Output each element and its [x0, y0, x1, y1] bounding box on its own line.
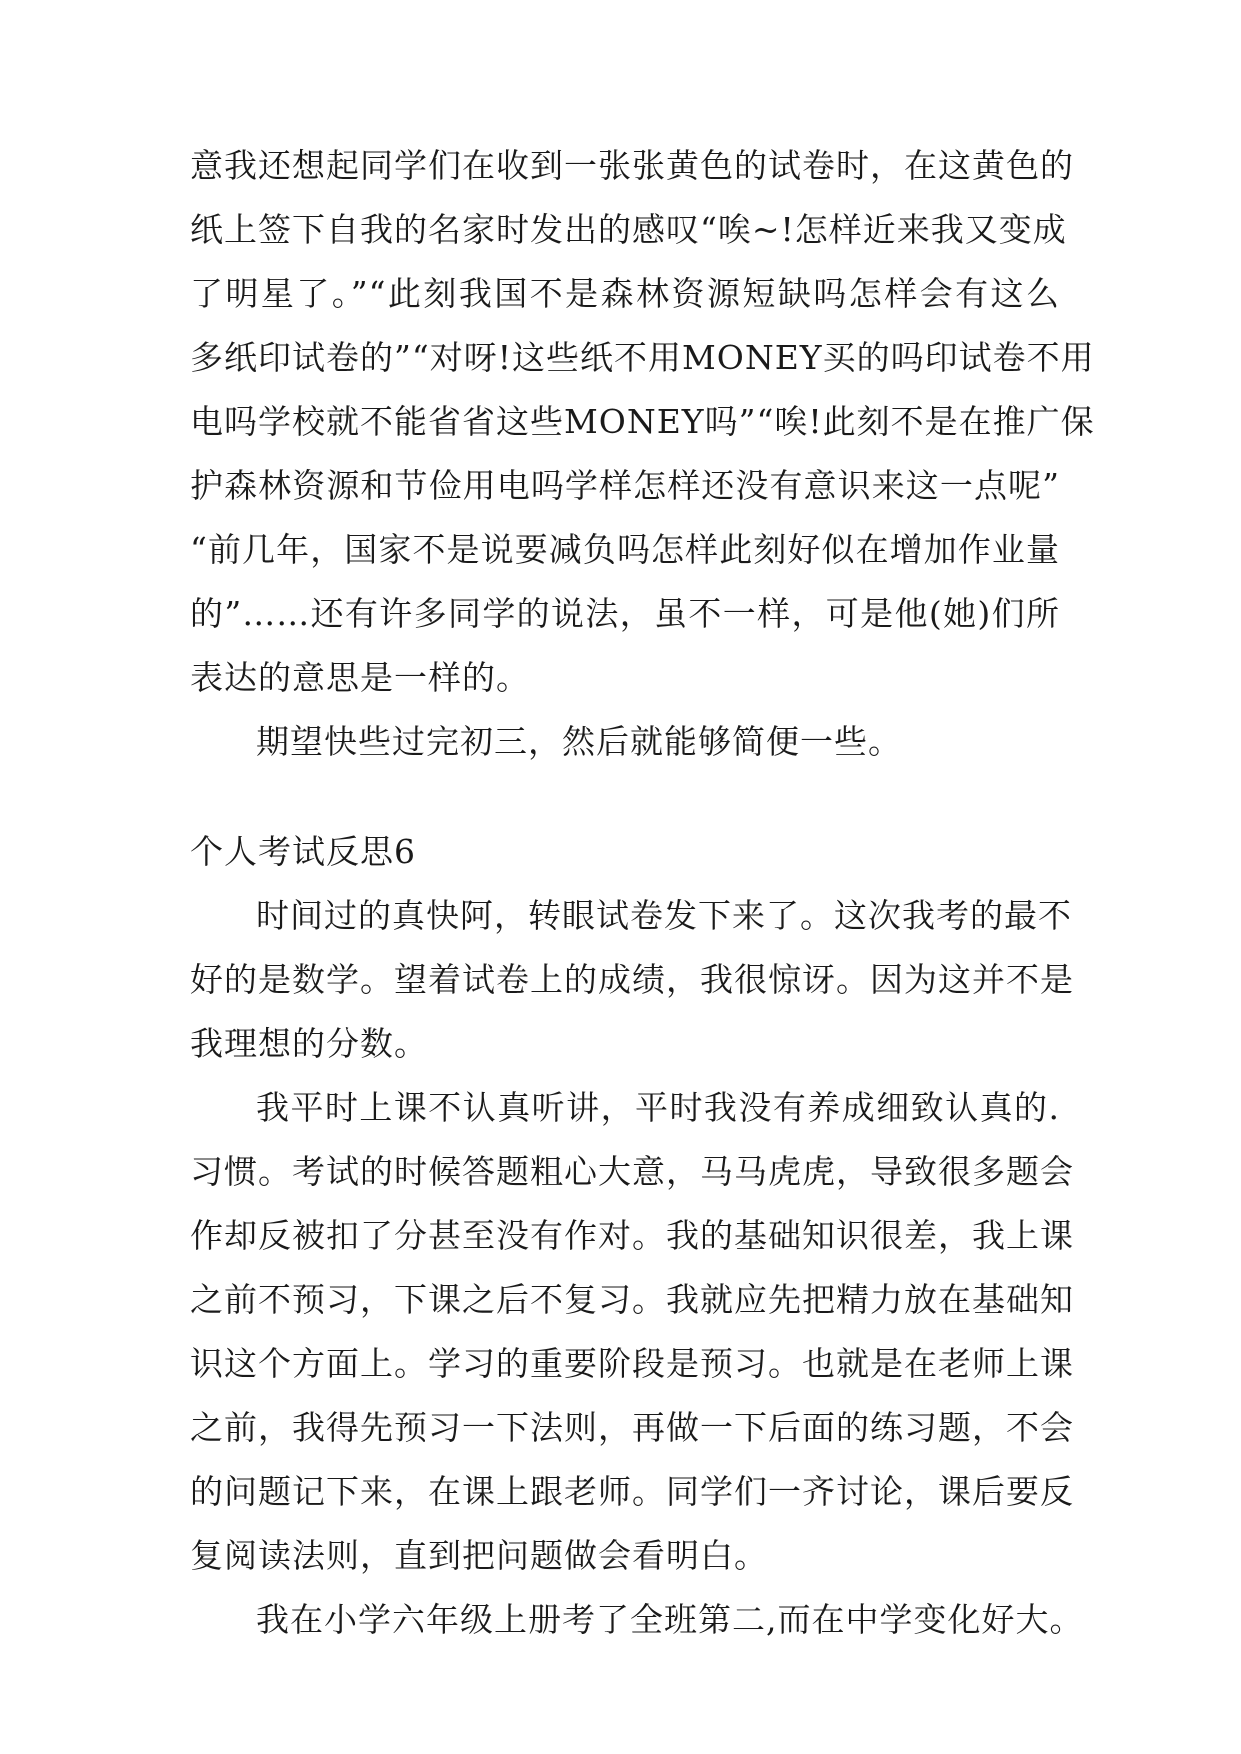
- text-line: 我平时上课不认真听讲，平时我没有养成细致认真的.: [256, 1088, 1060, 1127]
- text-line: 的问题记下来，在课上跟老师。同学们一齐讨论，课后要反: [190, 1472, 1074, 1511]
- text-line: 好的是数学。望着试卷上的成绩，我很惊讶。因为这并不是: [190, 960, 1074, 999]
- text-line: 意我还想起同学们在收到一张张黄色的试卷时，在这黄色的: [190, 146, 1074, 185]
- text-line: 多纸印试卷的”“对呀!这些纸不用MONEY买的吗印试卷不用: [190, 338, 1095, 377]
- section-heading: 个人考试反思6: [190, 832, 416, 871]
- text-line: 的”……还有许多同学的说法，虽不一样，可是他(她)们所: [190, 594, 1060, 633]
- text-line: 之前，我得先预习一下法则，再做一下后面的练习题，不会: [190, 1408, 1074, 1447]
- text-line: 作却反被扣了分甚至没有作对。我的基础知识很差，我上课: [190, 1216, 1074, 1255]
- text-line: 了明星了。”“此刻我国不是森林资源短缺吗怎样会有这么: [190, 274, 1060, 313]
- closing-paragraph: [190, 710, 1060, 774]
- text-line: 期望快些过完初三，然后就能够简便一些。: [256, 722, 902, 761]
- section-title: [190, 820, 1060, 884]
- text-line: 时间过的真快阿，转眼试卷发下来了。这次我考的最不: [256, 896, 1072, 935]
- text-line: 习惯。考试的时候答题粗心大意，马马虎虎，导致很多题会: [190, 1152, 1074, 1191]
- text-line: 电吗学校就不能省省这些MONEY吗”“唉!此刻不是在推广保: [190, 402, 1095, 441]
- text-line: 表达的意思是一样的。: [190, 658, 530, 697]
- text-line: 我在小学六年级上册考了全班第二,而在中学变化好大。: [256, 1600, 1084, 1639]
- paragraph-1: [190, 884, 1074, 1076]
- text-line: 护森林资源和节俭用电吗学样怎样还没有意识来这一点呢”: [190, 466, 1060, 505]
- text-line: 复阅读法则，直到把问题做会看明白。: [190, 1536, 768, 1575]
- text-line: 识这个方面上。学习的重要阶段是预习。也就是在老师上课: [190, 1344, 1074, 1383]
- text-line: 之前不预习，下课之后不复习。我就应先把精力放在基础知: [190, 1280, 1074, 1319]
- text-line: “前几年，国家不是说要减负吗怎样此刻好似在增加作业量: [190, 530, 1060, 569]
- text-line: 纸上签下自我的名家时发出的感叹“唉~!怎样近来我又变成: [190, 210, 1067, 249]
- paragraph-2: [190, 1076, 1074, 1588]
- paragraph-3: [190, 1588, 1084, 1652]
- text-line: 我理想的分数。: [190, 1024, 428, 1063]
- continuation-paragraph: [190, 134, 1095, 710]
